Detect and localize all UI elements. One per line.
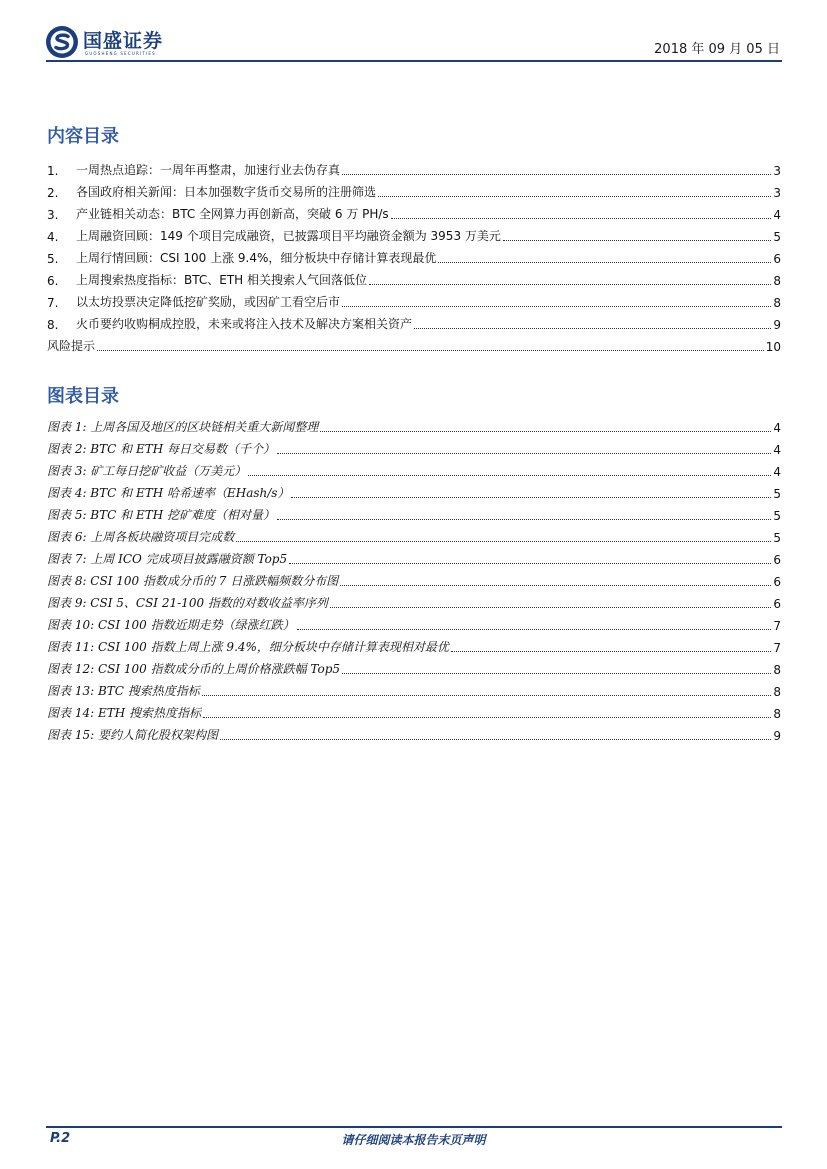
entry-label: 各国政府相关新闻：日本加强数字货币交易所的注册筛选 [76, 185, 377, 199]
figure-entry[interactable] [47, 501, 781, 523]
contents-entry[interactable] [47, 222, 781, 244]
entry-page-number: 5 [773, 487, 781, 501]
entry-label: 图表 12: CSI 100 指数成分币的上周价格涨跌幅 Top5 [47, 662, 341, 676]
contents-entry[interactable] [47, 288, 781, 310]
dot-leader [289, 562, 771, 564]
header-divider [46, 60, 782, 62]
entry-page-number: 3 [773, 164, 781, 178]
entry-label: 图表 13: BTC 搜索热度指标 [47, 684, 200, 698]
page-header [45, 22, 782, 62]
contents-list [47, 156, 781, 354]
entry-label: 图表 7: 上周 ICO 完成项目披露融资额 Top5 [47, 552, 288, 566]
entry-label: 图表 1: 上周各国及地区的区块链相关重大新闻整理 [47, 420, 319, 434]
dot-leader [330, 606, 771, 608]
entry-number: 6. [47, 274, 59, 288]
entry-page-number: 5 [773, 509, 781, 523]
entry-number: 8. [47, 318, 59, 332]
dot-leader [203, 716, 771, 718]
entry-label: 风险提示 [47, 339, 96, 353]
entry-page-number: 6 [773, 252, 781, 266]
figure-entry[interactable] [47, 721, 781, 743]
contents-entry[interactable] [47, 178, 781, 200]
dot-leader [342, 173, 771, 175]
entry-number: 4. [47, 230, 59, 244]
entry-number: 5. [47, 252, 59, 266]
dot-leader [97, 349, 764, 351]
dot-leader [342, 305, 771, 307]
entry-label: 图表 5: BTC 和 ETH 挖矿难度（相对量） [47, 508, 275, 522]
dot-leader [277, 452, 771, 454]
dot-leader [320, 430, 771, 432]
entry-page-number: 6 [773, 575, 781, 589]
report-date: 2018 年 09 月 05 日 [654, 42, 780, 57]
entry-label: 上周行情回顾：CSI 100 上涨 9.4%，细分板块中存储计算表现最优 [76, 251, 437, 265]
figure-entry[interactable] [47, 545, 781, 567]
entry-page-number: 8 [773, 685, 781, 699]
entry-page-number: 9 [773, 729, 781, 743]
entry-label: 图表 4: BTC 和 ETH 哈希速率（EHash/s） [47, 486, 290, 500]
brand-name: 国盛证券 [83, 30, 164, 52]
figure-entry[interactable] [47, 589, 781, 611]
dot-leader [202, 694, 772, 696]
figure-entry[interactable] [47, 435, 781, 457]
dot-leader [297, 628, 772, 630]
dot-leader [414, 327, 771, 329]
dot-leader [248, 474, 771, 476]
entry-label: 图表 8: CSI 100 指数成分币的 7 日涨跌幅频数分布图 [47, 574, 339, 588]
contents-entry[interactable] [47, 156, 781, 178]
figure-entry[interactable] [47, 699, 781, 721]
figure-entry[interactable] [47, 677, 781, 699]
entry-label: 图表 2: BTC 和 ETH 每日交易数（千个） [47, 442, 275, 456]
entry-page-number: 8 [773, 274, 781, 288]
entry-label: 图表 14: ETH 搜索热度指标 [47, 706, 201, 720]
figure-entry[interactable] [47, 611, 781, 633]
guosheng-logo-icon [45, 25, 79, 59]
entry-number: 2. [47, 186, 59, 200]
entry-page-number: 5 [773, 230, 781, 244]
entry-number: 3. [47, 208, 59, 222]
entry-label: 图表 10: CSI 100 指数近期走势（绿涨红跌） [47, 618, 295, 632]
figure-entry[interactable] [47, 655, 781, 677]
entry-label: 图表 3: 矿工每日挖矿收益（万美元） [47, 464, 247, 478]
footer-divider [46, 1126, 782, 1128]
dot-leader [438, 261, 771, 263]
entry-label: 上周搜索热度指标：BTC、ETH 相关搜索人气回落低位 [76, 273, 367, 287]
contents-entry[interactable] [47, 310, 781, 332]
figure-entry[interactable] [47, 567, 781, 589]
entry-label: 图表 9: CSI 5、CSI 21-100 指数的对数收益率序列 [47, 596, 328, 610]
entry-page-number: 7 [773, 641, 781, 655]
brand-logo [45, 25, 205, 59]
dot-leader [277, 518, 771, 520]
entry-label: 上周融资回顾：149 个项目完成融资，已披露项目平均融资金额为 3953 万美元 [76, 229, 501, 243]
entry-label: 产业链相关动态：BTC 全网算力再创新高，突破 6 万 PH/s [76, 207, 389, 221]
page-number: P.2 [50, 1131, 71, 1146]
entry-page-number: 4 [773, 208, 781, 222]
entry-label: 火币要约收购桐成控股，未来或将注入技术及解决方案相关资产 [76, 317, 413, 331]
figure-entry[interactable] [47, 479, 781, 501]
figure-entry[interactable] [47, 523, 781, 545]
figures-list [47, 413, 781, 743]
contents-title: 内容目录 [47, 126, 119, 147]
entry-page-number: 8 [773, 663, 781, 677]
figure-entry[interactable] [47, 633, 781, 655]
dot-leader [220, 738, 771, 740]
dot-leader [342, 672, 771, 674]
dot-leader [503, 239, 771, 241]
figure-entry[interactable] [47, 413, 781, 435]
entry-label: 图表 15: 要约人简化股权架构图 [47, 728, 218, 742]
entry-label: 一周热点追踪：一周年再整肃，加速行业去伪存真 [76, 163, 341, 177]
figures-title: 图表目录 [47, 386, 119, 407]
dot-leader [236, 540, 771, 542]
dot-leader [451, 650, 771, 652]
entry-page-number: 6 [773, 597, 781, 611]
brand-subtitle: GUOSHENG SECURITIES [85, 51, 156, 56]
entry-page-number: 8 [773, 296, 781, 310]
entry-label: 图表 6: 上周各板块融资项目完成数 [47, 530, 235, 544]
entry-page-number: 9 [773, 318, 781, 332]
entry-number: 7. [47, 296, 59, 310]
entry-label: 以太坊投票决定降低挖矿奖励，或因矿工看空后市 [76, 295, 341, 309]
figure-entry[interactable] [47, 457, 781, 479]
entry-page-number: 4 [773, 465, 781, 479]
entry-page-number: 6 [773, 553, 781, 567]
contents-entry[interactable] [47, 266, 781, 288]
entry-page-number: 5 [773, 531, 781, 545]
entry-number: 1. [47, 164, 59, 178]
entry-page-number: 3 [773, 186, 781, 200]
entry-page-number: 7 [773, 619, 781, 633]
contents-entry[interactable] [47, 244, 781, 266]
dot-leader [378, 195, 771, 197]
dot-leader [291, 496, 771, 498]
contents-entry[interactable] [47, 200, 781, 222]
dot-leader [369, 283, 771, 285]
dot-leader [391, 217, 772, 219]
entry-label: 图表 11: CSI 100 指数上周上涨 9.4%，细分板块中存储计算表现相对最优 [47, 640, 449, 654]
entry-page-number: 10 [765, 340, 781, 354]
entry-page-number: 4 [773, 443, 781, 457]
dot-leader [340, 584, 771, 586]
entry-page-number: 8 [773, 707, 781, 721]
contents-entry[interactable] [47, 332, 781, 354]
footer-disclaimer: 请仔细阅读本报告末页声明 [341, 1133, 486, 1147]
entry-page-number: 4 [773, 421, 781, 435]
